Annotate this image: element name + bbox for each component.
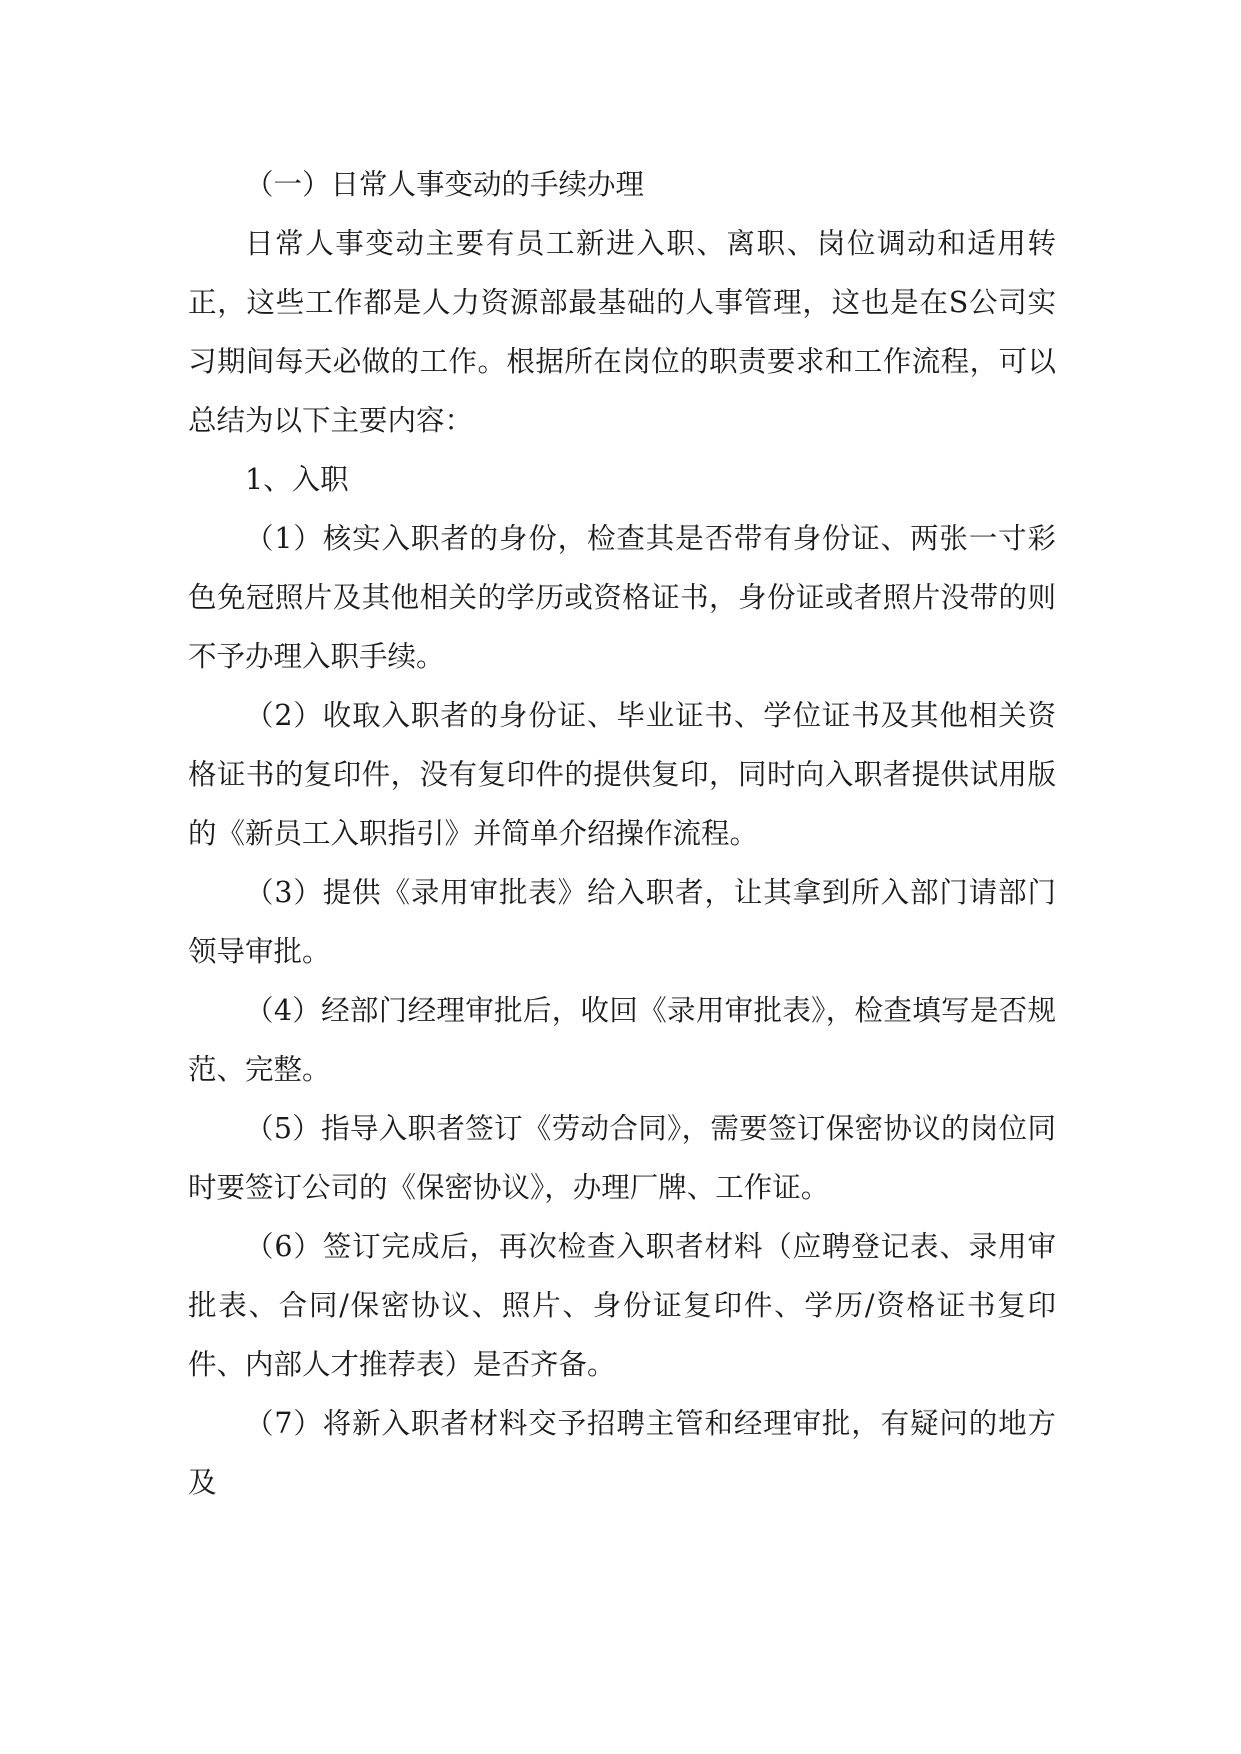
paragraph-item-4: （4）经部门经理审批后，收回《录用审批表》，检查填写是否规范、完整。 (188, 994, 1056, 1086)
paragraph-item-1: （1）核实入职者的身份，检查其是否带有身份证、两张一寸彩色免冠照片及其他相关的学历或资格证书，身份证或者照片没带的则不予办理入职手续。 (188, 522, 1056, 673)
section-heading: （一）日常人事变动的手续办理 (245, 168, 645, 201)
paragraph-item-5: （5）指导入职者签订《劳动合同》，需要签订保密协议的岗位同时要签订公司的《保密协议》，办理厂牌、工作证。 (188, 1112, 1056, 1204)
paragraph-item-6: （6）签订完成后，再次检查入职者材料（应聘登记表、录用审批表、合同/保密协议、照片、身份证复印件、学历/资格证书复印件、内部人才推荐表）是否齐备。 (188, 1230, 1056, 1381)
paragraph-item-7: （7）将新入职者材料交予招聘主管和经理审批，有疑问的地方及 (188, 1407, 1056, 1499)
paragraph-item-2: （2）收取入职者的身份证、毕业证书、学位证书及其他相关资格证书的复印件，没有复印件的提供复印，同时向入职者提供试用版的《新员工入职指引》并简单介绍操作流程。 (188, 699, 1056, 850)
paragraph-item-3: （3）提供《录用审批表》给入职者，让其拿到所入部门请部门领导审批。 (188, 876, 1056, 968)
subheading-onboarding: 1、入职 (245, 463, 349, 496)
paragraph-intro: 日常人事变动主要有员工新进入职、离职、岗位调动和适用转正，这些工作都是人力资源部最基础的人事管理，这也是在S公司实习期间每天必做的工作。根据所在岗位的职责要求和工作流程，可以总结为以下主要内容： (188, 227, 1056, 437)
document-body (188, 155, 1056, 1512)
